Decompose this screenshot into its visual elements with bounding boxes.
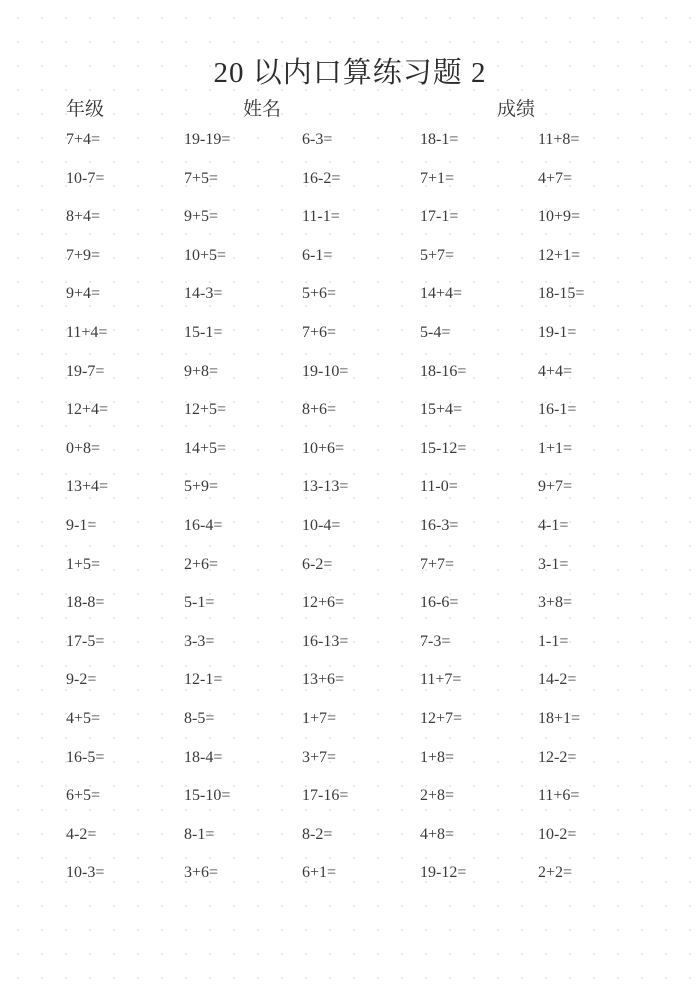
arithmetic-problem: 4-1= [538,516,569,534]
arithmetic-problem: 5+7= [420,246,455,264]
arithmetic-problem: 10+5= [184,246,227,264]
arithmetic-problem: 9+7= [538,478,573,496]
arithmetic-problem: 7+6= [302,323,337,341]
arithmetic-problem: 14-3= [184,285,223,303]
arithmetic-problem: 10-7= [66,169,105,187]
arithmetic-problem: 8-5= [184,709,215,727]
arithmetic-problem: 5+6= [302,285,337,303]
arithmetic-problem: 18-15= [538,285,585,303]
arithmetic-problem: 8-1= [184,825,215,843]
arithmetic-problem: 18+1= [538,709,581,727]
arithmetic-problem: 9+5= [184,208,219,226]
arithmetic-problem: 16-1= [538,401,577,419]
arithmetic-problem: 18-1= [420,131,459,148]
arithmetic-problem: 6-3= [302,131,333,148]
arithmetic-problem: 5-4= [420,323,451,341]
arithmetic-problem: 11+6= [538,787,580,805]
arithmetic-problem: 18-16= [420,362,467,380]
arithmetic-problem: 9+8= [184,362,219,380]
arithmetic-problem: 16-6= [420,594,459,612]
arithmetic-problem: 0+8= [66,439,101,457]
arithmetic-problem: 10+9= [538,208,581,226]
arithmetic-problem: 7+7= [420,555,455,573]
arithmetic-problem: 15-10= [184,787,231,805]
arithmetic-problem: 7+5= [184,169,219,187]
arithmetic-problem: 10-2= [538,825,577,843]
arithmetic-problem: 10+6= [302,439,345,457]
arithmetic-problem: 17-1= [420,208,459,226]
arithmetic-problem: 12+4= [66,401,109,419]
arithmetic-problem: 4+7= [538,169,573,187]
arithmetic-problem: 10-3= [66,864,105,882]
arithmetic-problem: 1+8= [420,748,455,766]
arithmetic-problem: 3+7= [302,748,337,766]
arithmetic-problem: 19-1= [538,323,577,341]
arithmetic-problem: 4+4= [538,362,573,380]
arithmetic-problem: 9-1= [66,516,97,534]
arithmetic-problem: 3-1= [538,555,569,573]
arithmetic-problem: 5+9= [184,478,219,496]
arithmetic-problem: 1+5= [66,555,101,573]
arithmetic-problem: 15-1= [184,323,223,341]
arithmetic-problem: 9-2= [66,671,97,689]
arithmetic-problem: 12-1= [184,671,223,689]
arithmetic-problem: 19-7= [66,362,105,380]
arithmetic-problem: 8+6= [302,401,337,419]
arithmetic-problem: 11+7= [420,671,462,689]
arithmetic-problem: 1+1= [538,439,573,457]
arithmetic-problem: 3-3= [184,632,215,650]
arithmetic-problem: 19-12= [420,864,467,882]
arithmetic-problem: 11+4= [66,323,108,341]
arithmetic-problem: 12+5= [184,401,227,419]
arithmetic-problem: 16-13= [302,632,349,650]
arithmetic-problem: 16-4= [184,516,223,534]
arithmetic-problem: 16-5= [66,748,105,766]
arithmetic-problem: 7+4= [66,131,101,148]
arithmetic-problem: 18-4= [184,748,223,766]
arithmetic-problem: 2+2= [538,864,573,882]
arithmetic-problem: 7-3= [420,632,451,650]
arithmetic-problem: 6+5= [66,787,101,805]
arithmetic-problem: 1-1= [538,632,569,650]
arithmetic-problem: 16-3= [420,516,459,534]
arithmetic-problem: 15+4= [420,401,463,419]
arithmetic-problem: 6-1= [302,246,333,264]
name-label: 姓名 [243,99,282,120]
arithmetic-problem: 15-12= [420,439,467,457]
arithmetic-problem: 11-0= [420,478,458,496]
arithmetic-problem: 9+4= [66,285,101,303]
arithmetic-problem: 18-8= [66,594,105,612]
arithmetic-problem: 7+1= [420,169,455,187]
arithmetic-problem: 13+4= [66,478,109,496]
arithmetic-problem: 14+4= [420,285,463,303]
score-label: 成绩 [497,99,536,120]
arithmetic-problem: 12+7= [420,709,463,727]
arithmetic-problem: 13+6= [302,671,345,689]
arithmetic-problem: 14+5= [184,439,227,457]
arithmetic-problem: 4+5= [66,709,101,727]
arithmetic-problem: 8-2= [302,825,333,843]
arithmetic-problem: 6+1= [302,864,337,882]
arithmetic-problem: 12-2= [538,748,577,766]
arithmetic-problem: 3+8= [538,594,573,612]
arithmetic-problem: 2+8= [420,787,455,805]
arithmetic-problem: 4-2= [66,825,97,843]
arithmetic-problem: 11+8= [538,131,580,148]
arithmetic-problem: 12+6= [302,594,345,612]
arithmetic-problem: 4+8= [420,825,455,843]
arithmetic-problem: 1+7= [302,709,337,727]
page-title: 20 以内口算练习题 2 [213,57,487,89]
arithmetic-problem: 17-5= [66,632,105,650]
arithmetic-problem: 8+4= [66,208,101,226]
arithmetic-problem: 14-2= [538,671,577,689]
arithmetic-problem: 2+6= [184,555,219,573]
arithmetic-problem: 10-4= [302,516,341,534]
arithmetic-problem: 12+1= [538,246,581,264]
arithmetic-problem: 19-19= [184,131,231,148]
student-info-header [0,94,700,120]
arithmetic-problem: 3+6= [184,864,219,882]
arithmetic-problem: 17-16= [302,787,349,805]
problem-grid [66,129,666,901]
arithmetic-problem: 6-2= [302,555,333,573]
arithmetic-problem: 13-13= [302,478,349,496]
arithmetic-problem: 19-10= [302,362,349,380]
grade-label: 年级 [66,99,105,120]
arithmetic-problem: 7+9= [66,246,101,264]
arithmetic-problem: 16-2= [302,169,341,187]
arithmetic-problem: 5-1= [184,594,215,612]
arithmetic-problem: 11-1= [302,208,340,226]
